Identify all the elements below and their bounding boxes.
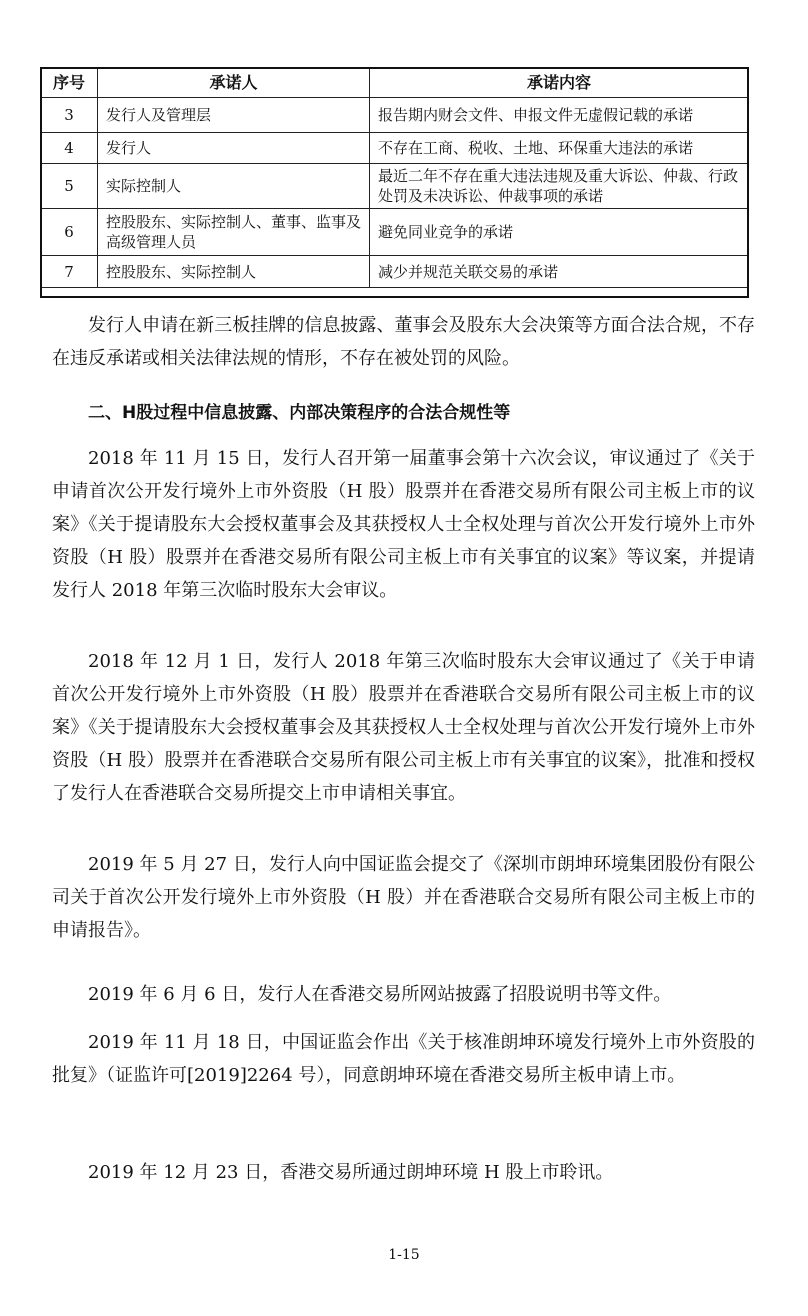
table-row bbox=[41, 256, 749, 288]
header-content: 承诺内容 bbox=[370, 68, 749, 98]
table-row bbox=[41, 98, 749, 133]
row-number: 7 bbox=[41, 256, 98, 288]
paragraph-csrc-approval: 2019 年 11 月 18 日，中国证监会作出《关于核准朗坤环境发行境外上市外资股的批复》（证监许可[2019]2264 号），同意朗坤环境在香港交易所主板申请上市。 bbox=[52, 1032, 755, 1086]
row-promisor: 控股股东、实际控制人、董事、监事及高级管理人员 bbox=[98, 209, 370, 256]
row-promisor: 发行人 bbox=[98, 133, 370, 164]
header-promisor: 承诺人 bbox=[98, 68, 370, 98]
row-content: 不存在工商、税收、土地、环保重大违法的承诺 bbox=[370, 133, 749, 164]
row-number: 3 bbox=[41, 98, 98, 133]
commitment-table bbox=[40, 67, 749, 288]
row-promisor: 控股股东、实际控制人 bbox=[98, 256, 370, 288]
paragraph-prospectus: 2019 年 6 月 6 日，发行人在香港交易所网站披露了招股说明书等文件。 bbox=[88, 984, 672, 1005]
table-row bbox=[41, 164, 749, 209]
section-heading: 二、H股过程中信息披露、内部决策程序的合法合规性等 bbox=[88, 403, 511, 423]
row-number: 4 bbox=[41, 133, 98, 164]
row-number: 5 bbox=[41, 164, 98, 209]
row-content: 避免同业竞争的承诺 bbox=[370, 209, 749, 256]
row-promisor: 发行人及管理层 bbox=[98, 98, 370, 133]
paragraph-csrc-submission: 2019 年 5 月 27 日，发行人向中国证监会提交了《深圳市朗坤环境集团股份有限公司关于首次公开发行境外上市外资股（H 股）并在香港联合交易所有限公司主板上市的申请报告》。 bbox=[52, 854, 755, 941]
table-row bbox=[41, 133, 749, 164]
table-header-row bbox=[41, 68, 749, 98]
paragraph-compliance: 发行人申请在新三板挂牌的信息披露、董事会及股东大会决策等方面合法合规，不存在违反承诺或相关法律法规的情形，不存在被处罚的风险。 bbox=[52, 315, 755, 369]
row-content: 最近二年不存在重大违法违规及重大诉讼、仲裁、行政处罚及未决诉讼、仲裁事项的承诺 bbox=[370, 164, 749, 209]
row-content: 减少并规范关联交易的承诺 bbox=[370, 256, 749, 288]
paragraph-listing-hearing: 2019 年 12 月 23 日，香港交易所通过朗坤环境 H 股上市聆讯。 bbox=[88, 1162, 614, 1183]
paragraph-shareholder-meeting: 2018 年 12 月 1 日，发行人 2018 年第三次临时股东大会审议通过了《关于申请首次公开发行境外上市外资股（H 股）股票并在香港联合交易所有限公司主板上市的议案》《关于提请股东大会授权董事会及其获授权人士全权处理与首次公开发行境外上市外资股（H 股）股票并在香港联合交易所有限公司主板上市有关事宜的议案》，批准和授权了发行人在香港联合交易所提交上市申请相关事宜。 bbox=[52, 651, 755, 804]
paragraph-board-meeting: 2018 年 11 月 15 日，发行人召开第一届董事会第十六次会议，审议通过了《关于申请首次公开发行境外上市外资股（H 股）股票并在香港交易所有限公司主板上市的议案》《关于提请股东大会授权董事会及其获授权人士全权处理与首次公开发行境外上市外资股（H 股）股票并在香港交易所有限公司主板上市有关事宜的议案》等议案，并提请发行人 2018 年第三次临时股东大会审议。 bbox=[52, 448, 755, 601]
row-number: 6 bbox=[41, 209, 98, 256]
page-number: 1-15 bbox=[388, 1247, 420, 1263]
header-number: 序号 bbox=[41, 68, 98, 98]
row-promisor: 实际控制人 bbox=[98, 164, 370, 209]
table-row bbox=[41, 209, 749, 256]
row-content: 报告期内财会文件、申报文件无虚假记载的承诺 bbox=[370, 98, 749, 133]
